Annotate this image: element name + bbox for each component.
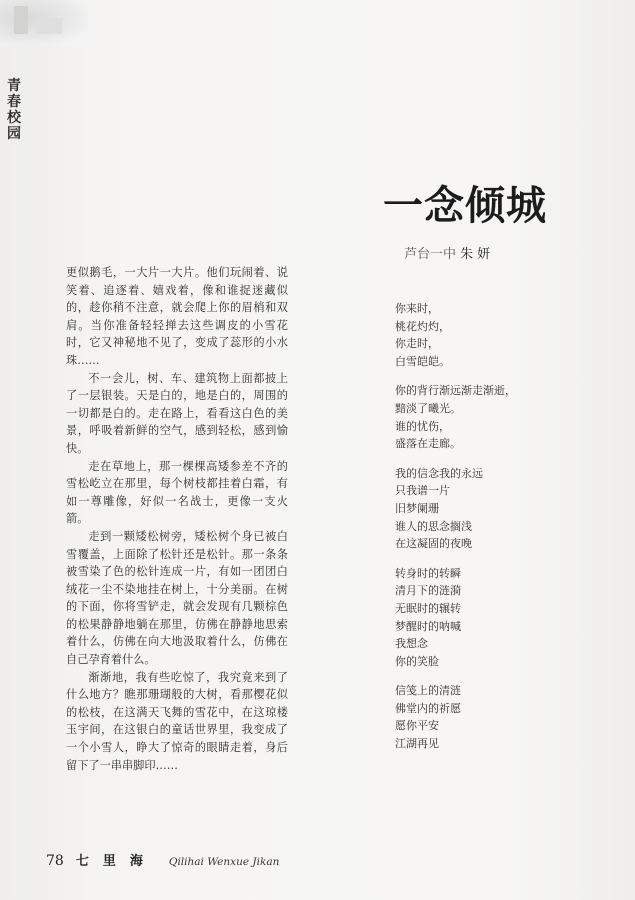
poem-stanza bbox=[395, 300, 565, 370]
body-paragraph: 渐渐地，我有些吃惊了，我究竟来到了什么地方？瞧那珊瑚般的大树，看那樱花似的松枝，在这满天飞舞的雪花中，在这琼楼玉宇间，在这银白的童话世界里，我变成了一个小雪人，睁大了惊奇的眼睛走着，身后留下了一串串脚印…… bbox=[66, 670, 288, 772]
poem-line: 黯淡了曦光。 bbox=[395, 401, 461, 415]
poem-line: 愿你平安 bbox=[395, 719, 439, 733]
poem-line: 梦醒时的呐喊 bbox=[395, 619, 461, 633]
magazine-name-english: Qilihai Wenxue Jikan bbox=[168, 856, 280, 868]
poem bbox=[395, 300, 565, 765]
poem-stanza bbox=[395, 565, 565, 671]
body-paragraph: 不一会儿，树、车、建筑物上面都披上了一层银装。天是白的，地是白的，周围的一切都是白的。走在路上，看看这白色的美景，呼吸着新鲜的空气，感到轻松，感到愉快。 bbox=[66, 371, 288, 455]
poem-line: 信笺上的清涟 bbox=[395, 684, 461, 698]
magazine-name: 七里海 bbox=[75, 854, 157, 869]
poem-line: 你走时， bbox=[395, 337, 439, 351]
poem-line: 无眠时的辗转 bbox=[395, 601, 461, 615]
page-footer bbox=[46, 850, 279, 869]
poem-line: 旧梦阑珊 bbox=[395, 501, 439, 515]
poem-line: 盛落在走廊。 bbox=[395, 437, 461, 451]
poem-stanza bbox=[395, 382, 565, 452]
page-number: 78 bbox=[46, 853, 64, 869]
poem-line: 白雪皑皑。 bbox=[395, 354, 450, 368]
poem-line: 清月下的涟漪 bbox=[395, 584, 461, 598]
poem-stanza bbox=[395, 682, 565, 752]
poem-line: 桃花灼灼， bbox=[395, 319, 450, 333]
article-title: 一念倾城 bbox=[383, 183, 547, 229]
body-paragraph: 更似鹅毛，一大片一大片。他们玩闹着、说笑着、追逐着、嬉戏着，像和谁捉迷藏似的，趁你稍不注意，就会爬上你的眉梢和双肩。当你准备轻轻掸去这些调皮的小雪花时，它又神秘地不见了，变成了蕊形的小水珠…… bbox=[66, 266, 288, 367]
poem-line: 佛堂内的祈愿 bbox=[395, 701, 461, 715]
poem-line: 转身时的转瞬 bbox=[395, 566, 461, 580]
poem-line: 你的笑脸 bbox=[395, 654, 439, 668]
poem-line: 只我谱一片 bbox=[395, 484, 450, 498]
article-body bbox=[66, 264, 288, 774]
poem-line: 我的信念我的永远 bbox=[395, 466, 483, 480]
section-label: 青春校园 bbox=[7, 78, 21, 142]
body-paragraph: 走在草地上，那一棵棵高矮参差不齐的雪松屹立在那里，每个树枝都挂着白霜，有如一尊雕像，好似一名战士，更像一支火箭。 bbox=[66, 459, 288, 526]
poem-line: 江湖再见 bbox=[395, 737, 439, 751]
body-paragraph: 走到一颗矮松树旁，矮松树个身已被白雪覆盖，上面除了松针还是松针。那一条条被雪染了色的松针连成一片，有如一团团白绒花一尘不染地挂在树上，十分美丽。在树的下面，你将雪铲走，就会发现有几颗棕色的松果静静地躺在那里，仿佛在静静地思索着什么，仿佛在向大地汲取着什么，仿佛在自己孕育着什么。 bbox=[66, 529, 288, 667]
poem-line: 谁人的思念搁浅 bbox=[395, 519, 472, 533]
poem-line: 你的背行渐远渐走渐逝， bbox=[395, 384, 516, 398]
header-photo bbox=[0, 0, 88, 46]
poem-stanza bbox=[395, 465, 565, 553]
author-byline bbox=[404, 243, 494, 262]
poem-line: 我想念 bbox=[395, 637, 428, 651]
poem-line: 你来时， bbox=[395, 302, 439, 315]
poem-line: 谁的忧伤， bbox=[395, 419, 450, 433]
poem-line: 在这凝固的夜晚 bbox=[395, 537, 472, 551]
author-school: 芦台一中 bbox=[404, 247, 457, 262]
author-name: 朱妍 bbox=[460, 247, 495, 262]
